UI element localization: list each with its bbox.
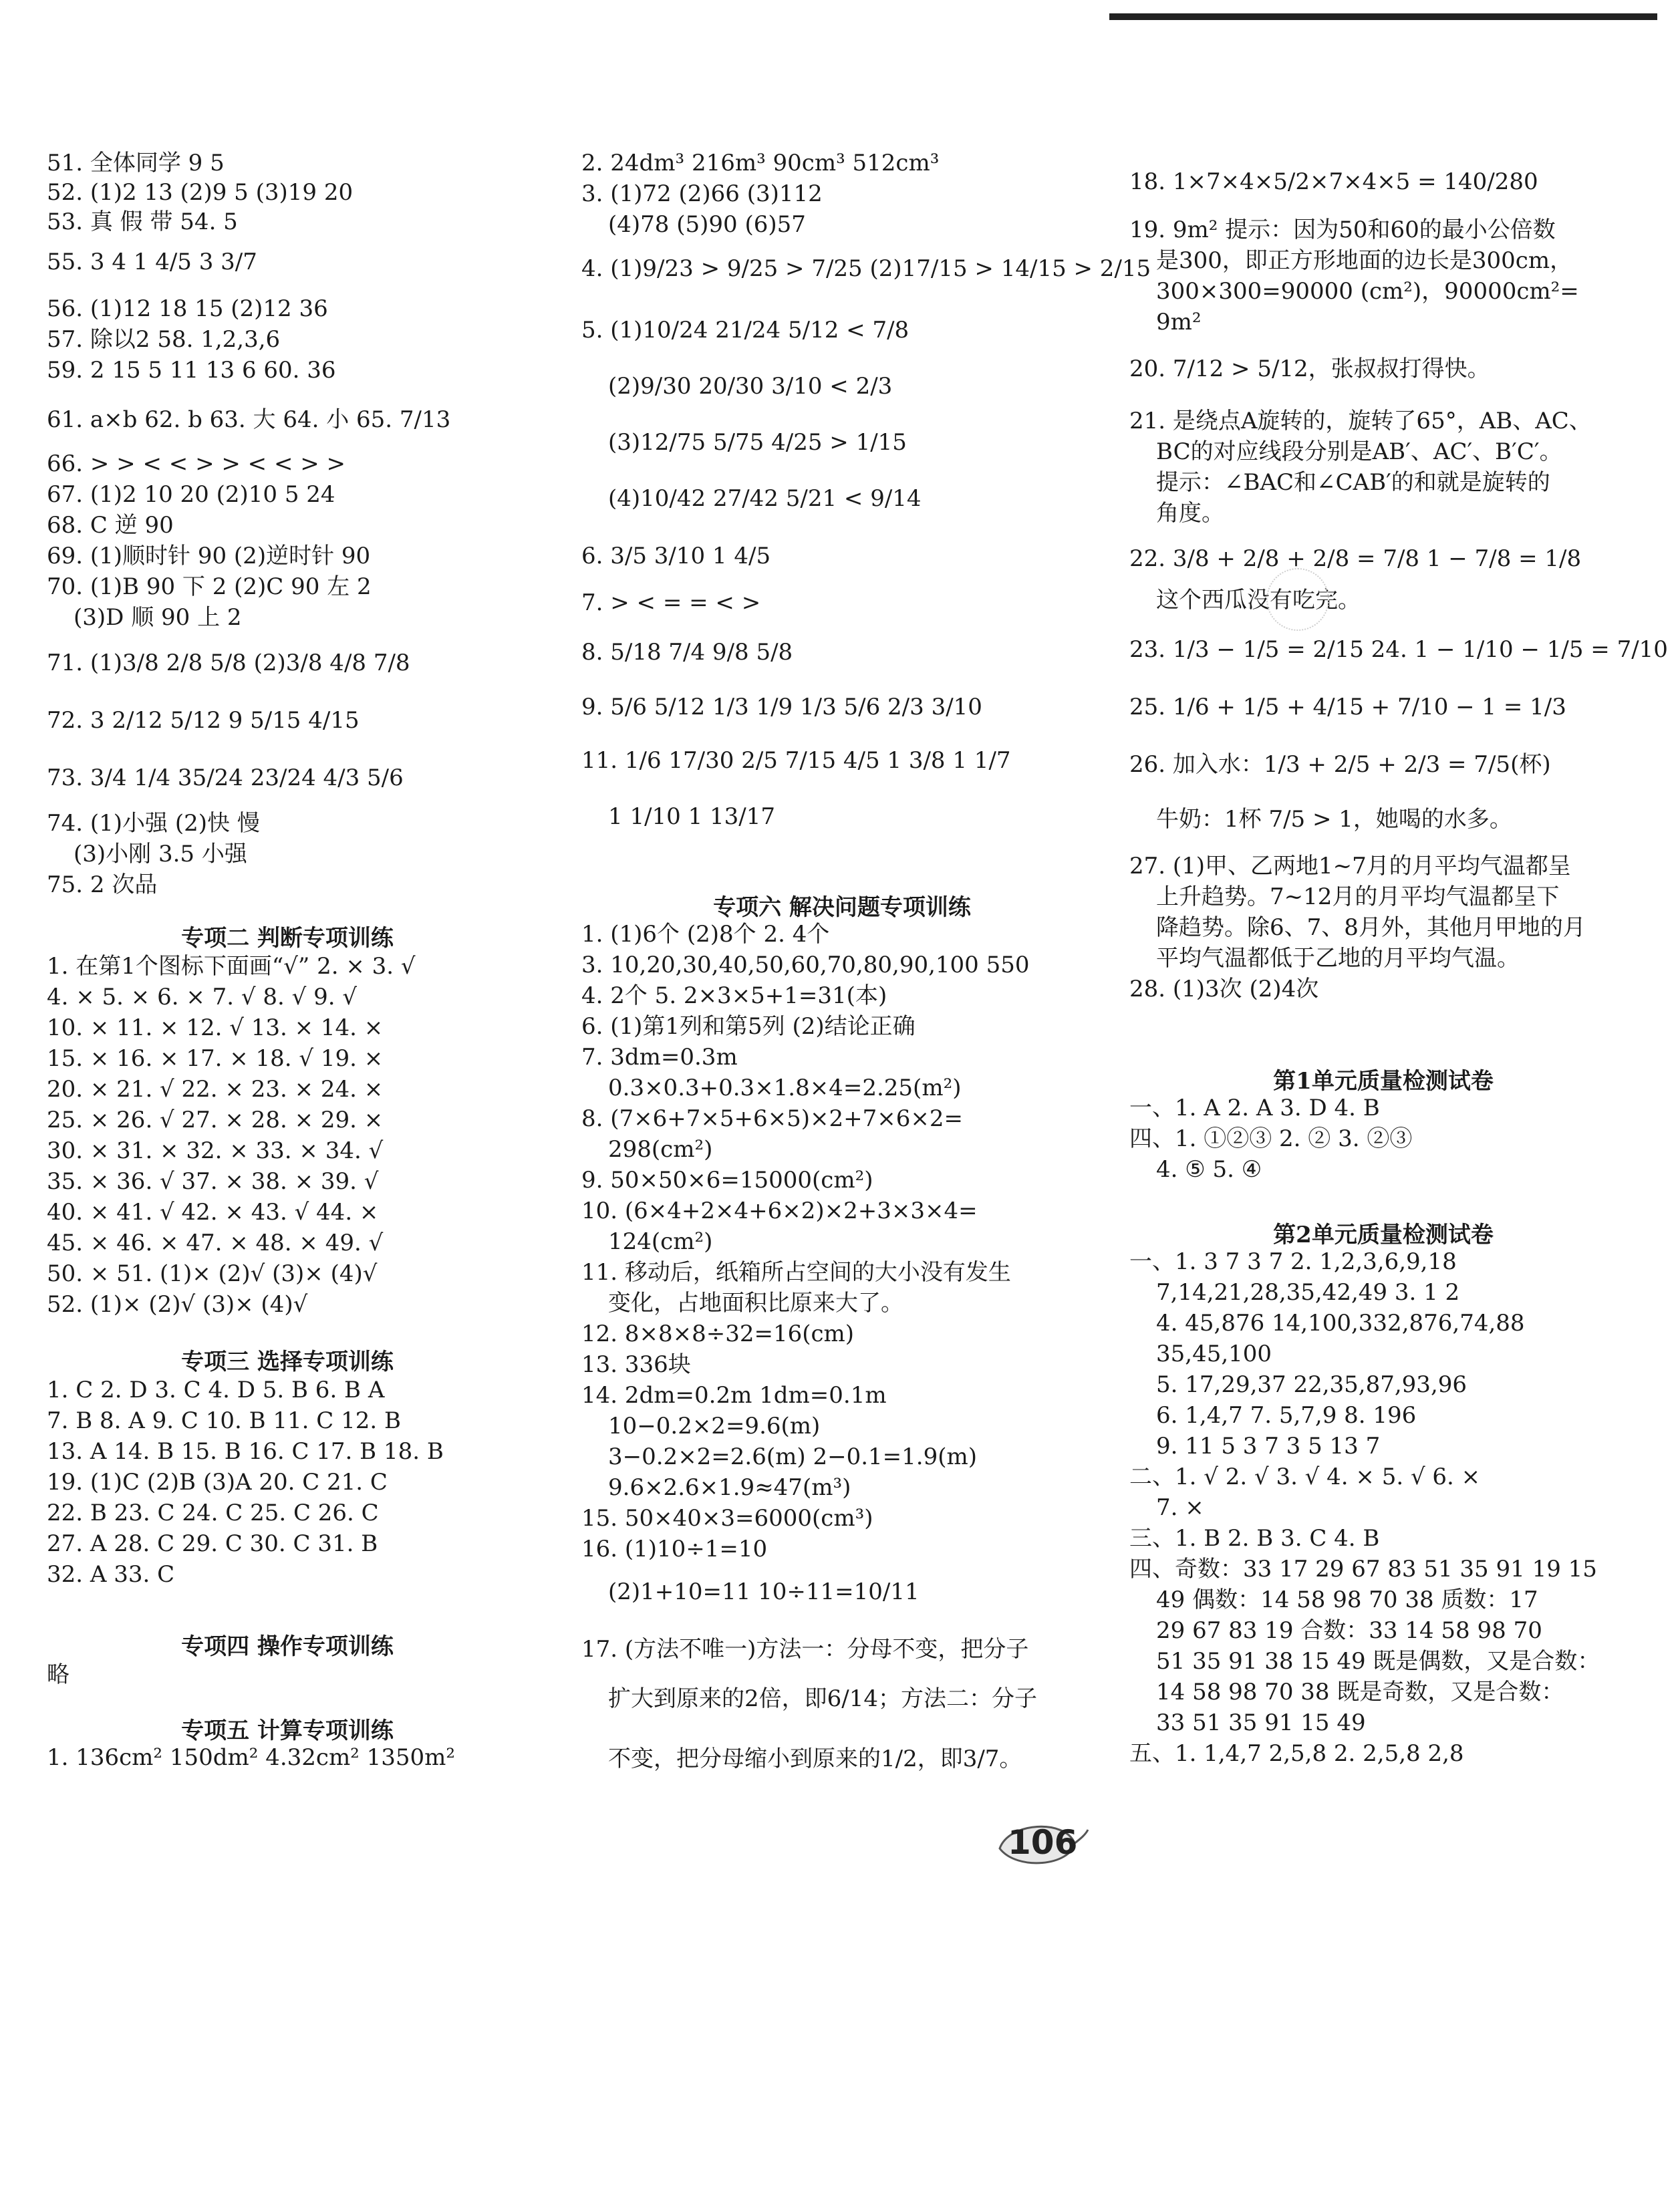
answer-line: (3)小刚 3.5 小强 <box>74 841 247 867</box>
answer-line: 是300，即正方形地面的边长是300cm， <box>1156 247 1573 274</box>
answer-line: 57. 除以2 58. 1,2,3,6 <box>47 326 281 353</box>
section-title: 专项三 选择专项训练 <box>181 1349 394 1375</box>
answer-line: 32. A 33. C <box>47 1561 175 1588</box>
answer-line: 提示：∠BAC和∠CAB′的和就是旋转的 <box>1156 469 1550 496</box>
answer-line: 10. (6×4+2×4+6×2)×2+3×3×4= <box>581 1198 978 1224</box>
answer-line: 9. 5/6 5/12 1/3 1/9 1/3 5/6 2/3 3/10 <box>581 694 982 720</box>
answer-line: 19. 9m² 提示：因为50和60的最小公倍数 <box>1129 217 1556 243</box>
answer-line: 变化，占地面积比原来大了。 <box>608 1290 903 1317</box>
answer-line: 27. (1)甲、乙两地1~7月的月平均气温都呈 <box>1129 853 1571 879</box>
answer-line: 13. A 14. B 15. B 16. C 17. B 18. B <box>47 1438 444 1465</box>
answer-line: 4. ⑤ 5. ④ <box>1156 1156 1262 1183</box>
page-number-badge <box>996 1819 1089 1873</box>
answer-line: 7. × <box>1156 1494 1204 1521</box>
answer-line: 50. × 51. (1)× (2)√ (3)× (4)√ <box>47 1260 378 1287</box>
answer-line: 5. 17,29,37 22,35,87,93,96 <box>1156 1371 1467 1398</box>
answer-line: 4. × 5. × 6. × 7. √ 8. √ 9. √ <box>47 984 357 1010</box>
answer-line: 10−0.2×2=9.6(m) <box>608 1413 821 1439</box>
answer-line: 13. 336块 <box>581 1351 691 1378</box>
answer-line: 27. A 28. C 29. C 30. C 31. B <box>47 1530 378 1557</box>
answer-line: 1. (1)6个 (2)8个 2. 4个 <box>581 921 830 948</box>
answer-line: 3. 10,20,30,40,50,60,70,80,90,100 550 <box>581 952 1030 978</box>
answer-line: 21. 是绕点A旋转的，旋转了65°，AB、AC、 <box>1129 408 1592 434</box>
header-rule <box>1109 13 1657 20</box>
answer-line: 25. 1/6 + 1/5 + 4/15 + 7/10 − 1 = 1/3 <box>1129 694 1566 720</box>
answer-line: 14 58 98 70 38 既是奇数，又是合数： <box>1156 1679 1564 1705</box>
answer-line: 三、1. B 2. B 3. C 4. B <box>1129 1525 1380 1552</box>
answer-line: 1. C 2. D 3. C 4. D 5. B 6. B A <box>47 1377 385 1403</box>
answer-line: 3−0.2×2=2.6(m) 2−0.1=1.9(m) <box>608 1443 977 1470</box>
answer-line: 角度。 <box>1156 500 1224 527</box>
answer-line: 五、1. 1,4,7 2,5,8 2. 2,5,8 2,8 <box>1129 1740 1464 1767</box>
answer-line: 5. (1)10/24 21/24 5/12 < 7/8 <box>581 317 909 343</box>
answer-line: 7. 3dm=0.3m <box>581 1044 738 1071</box>
page-number: 106 <box>1008 1823 1078 1862</box>
answer-line: (2)9/30 20/30 3/10 < 2/3 <box>608 373 893 400</box>
answer-line: 69. (1)顺时针 90 (2)逆时针 90 <box>47 543 371 569</box>
answer-line: 22. 3/8 + 2/8 + 2/8 = 7/8 1 − 7/8 = 1/8 <box>1129 545 1582 572</box>
section-title: 第1单元质量检测试卷 <box>1273 1068 1494 1095</box>
answer-line: (2)1+10=11 10÷11=10/11 <box>608 1578 920 1605</box>
answer-line: 上升趋势。7~12月的月平均气温都呈下 <box>1156 883 1560 910</box>
answer-line: 牛奶：1杯 7/5 > 1，她喝的水多。 <box>1156 806 1512 833</box>
section-title: 专项六 解决问题专项训练 <box>713 894 971 921</box>
answer-line: 22. B 23. C 24. C 25. C 26. C <box>47 1500 379 1526</box>
answer-line: 14. 2dm=0.2m 1dm=0.1m <box>581 1382 887 1409</box>
answer-line: 二、1. √ 2. √ 3. √ 4. × 5. √ 6. × <box>1129 1464 1481 1490</box>
faint-stamp-mark <box>1266 568 1329 631</box>
answer-line: 35. × 36. √ 37. × 38. × 39. √ <box>47 1168 379 1195</box>
answer-line: 9.6×2.6×1.9≈47(m³) <box>608 1474 851 1501</box>
answer-line: 12. 8×8×8÷32=16(cm) <box>581 1321 855 1347</box>
answer-line: 49 偶数：14 58 98 70 38 质数：17 <box>1156 1586 1538 1613</box>
answer-line: (4)10/42 27/42 5/21 < 9/14 <box>608 485 922 512</box>
answer-line: 7. > < = = < > <box>581 589 761 616</box>
answer-line: 124(cm²) <box>608 1228 713 1255</box>
answer-line: 33 51 35 91 15 49 <box>1156 1709 1366 1736</box>
answer-line: 4. (1)9/23 > 9/25 > 7/25 (2)17/15 > 14/15 > 2/15 <box>581 255 1151 282</box>
answer-line: 17. (方法不唯一)方法一：分母不变，把分子 <box>581 1636 1029 1663</box>
answer-line: 1. 在第1个图标下面画“√” 2. × 3. √ <box>47 953 416 980</box>
answer-line: 66. > > < < > > < < > > <box>47 450 346 477</box>
answer-line: 11. 1/6 17/30 2/5 7/15 4/5 1 3/8 1 1/7 <box>581 747 1011 774</box>
answer-line: 45. × 46. × 47. × 48. × 49. √ <box>47 1230 384 1256</box>
answer-line: 30. × 31. × 32. × 33. × 34. √ <box>47 1137 384 1164</box>
answer-line: 四、1. ①②③ 2. ② 3. ②③ <box>1129 1125 1413 1152</box>
answer-line: 降趋势。除6、7、8月外，其他月甲地的月 <box>1156 914 1586 941</box>
answer-line: 20. × 21. √ 22. × 23. × 24. × <box>47 1076 384 1103</box>
answer-line: 9. 50×50×6=15000(cm²) <box>581 1167 873 1194</box>
answer-line: 300×300=90000 (cm²)，90000cm²= <box>1156 278 1579 305</box>
answer-line: 9m² <box>1156 309 1202 335</box>
section-title: 第2单元质量检测试卷 <box>1273 1222 1494 1248</box>
answer-line: 平均气温都低于乙地的月平均气温。 <box>1156 945 1520 972</box>
answer-line: 40. × 41. √ 42. × 43. √ 44. × <box>47 1199 379 1226</box>
answer-line: 4. 2个 5. 2×3×5+1=31(本) <box>581 982 887 1009</box>
answer-line: 不变，把分母缩小到原来的1/2，即3/7。 <box>608 1746 1022 1772</box>
answer-line: 61. a×b 62. b 63. 大 64. 小 65. 7/13 <box>47 406 451 433</box>
answer-line: 35,45,100 <box>1156 1341 1272 1367</box>
answer-line: 一、1. A 2. A 3. D 4. B <box>1129 1095 1380 1121</box>
answer-line: BC的对应线段分别是AB′、AC′、B′C′。 <box>1156 438 1562 465</box>
answer-line: 略 <box>47 1661 69 1688</box>
answer-line: 67. (1)2 10 20 (2)10 5 24 <box>47 481 335 508</box>
answer-line: 6. 1,4,7 7. 5,7,9 8. 196 <box>1156 1402 1417 1429</box>
section-title: 专项四 操作专项训练 <box>181 1633 394 1660</box>
answer-line: 这个西瓜没有吃完。 <box>1156 587 1361 613</box>
answer-line: 9. 11 5 3 7 3 5 13 7 <box>1156 1433 1381 1460</box>
answer-line: 59. 2 15 5 11 13 6 60. 36 <box>47 357 336 384</box>
answer-line: 72. 3 2/12 5/12 9 5/15 4/15 <box>47 707 360 734</box>
answer-line: 4. 45,876 14,100,332,876,74,88 <box>1156 1310 1525 1337</box>
answer-line: 75. 2 次品 <box>47 871 158 898</box>
answer-line: (3)D 顺 90 上 2 <box>74 604 242 631</box>
section-title: 专项五 计算专项训练 <box>181 1717 394 1744</box>
answer-line: 6. (1)第1列和第5列 (2)结论正确 <box>581 1013 916 1040</box>
answer-line: 51. 全体同学 9 5 <box>47 150 225 176</box>
answer-line: 0.3×0.3+0.3×1.8×4=2.25(m²) <box>608 1075 962 1101</box>
answer-line: 8. (7×6+7×5+6×5)×2+7×6×2= <box>581 1105 963 1132</box>
answer-line: 298(cm²) <box>608 1136 713 1163</box>
answer-line: 1 1/10 1 13/17 <box>608 803 776 830</box>
answer-line: 7. B 8. A 9. C 10. B 11. C 12. B <box>47 1407 401 1434</box>
answer-line: 25. × 26. √ 27. × 28. × 29. × <box>47 1107 384 1133</box>
answer-line: 53. 真 假 带 54. 5 <box>47 209 238 235</box>
answer-line: 28. (1)3次 (2)4次 <box>1129 976 1319 1002</box>
answer-line: 74. (1)小强 (2)快 慢 <box>47 810 260 837</box>
answer-line: 52. (1)× (2)√ (3)× (4)√ <box>47 1291 308 1318</box>
answer-line: 19. (1)C (2)B (3)A 20. C 21. C <box>47 1469 388 1496</box>
answer-line: 15. 50×40×3=6000(cm³) <box>581 1505 873 1532</box>
answer-line: 11. 移动后，纸箱所占空间的大小没有发生 <box>581 1259 1011 1286</box>
answer-line: 四、奇数：33 17 29 67 83 51 35 91 19 15 <box>1129 1556 1597 1582</box>
answer-line: 2. 24dm³ 216m³ 90cm³ 512cm³ <box>581 150 940 176</box>
answer-line: 15. × 16. × 17. × 18. √ 19. × <box>47 1045 384 1072</box>
answer-line: 52. (1)2 13 (2)9 5 (3)19 20 <box>47 179 354 206</box>
answer-line: 一、1. 3 7 3 7 2. 1,2,3,6,9,18 <box>1129 1248 1457 1275</box>
answer-line: 3. (1)72 (2)66 (3)112 <box>581 180 823 207</box>
answer-line: 29 67 83 19 合数：33 14 58 98 70 <box>1156 1617 1542 1644</box>
answer-line: 18. 1×7×4×5/2×7×4×5 = 140/280 <box>1129 168 1538 195</box>
answer-line: 6. 3/5 3/10 1 4/5 <box>581 543 771 569</box>
answer-line: 26. 加入水：1/3 + 2/5 + 2/3 = 7/5(杯) <box>1129 751 1551 778</box>
answer-line: 16. (1)10÷1=10 <box>581 1536 768 1562</box>
answer-line: 扩大到原来的2倍，即6/14；方法二：分子 <box>608 1685 1037 1712</box>
answer-line: 56. (1)12 18 15 (2)12 36 <box>47 295 328 322</box>
answer-line: 1. 136cm² 150dm² 4.32cm² 1350m² <box>47 1744 456 1771</box>
section-title: 专项二 判断专项训练 <box>181 925 394 952</box>
answer-line: 23. 1/3 − 1/5 = 2/15 24. 1 − 1/10 − 1/5 = 7/10 <box>1129 636 1668 663</box>
answer-line: (3)12/75 5/75 4/25 > 1/15 <box>608 429 907 456</box>
answer-line: 71. (1)3/8 2/8 5/8 (2)3/8 4/8 7/8 <box>47 650 410 676</box>
answer-line: (4)78 (5)90 (6)57 <box>608 211 806 238</box>
answer-line: 8. 5/18 7/4 9/8 5/8 <box>581 639 793 666</box>
answer-line: 73. 3/4 1/4 35/24 23/24 4/3 5/6 <box>47 765 404 791</box>
answer-line: 55. 3 4 1 4/5 3 3/7 <box>47 249 257 275</box>
answer-line: 70. (1)B 90 下 2 (2)C 90 左 2 <box>47 573 372 600</box>
answer-line: 10. × 11. × 12. √ 13. × 14. × <box>47 1014 384 1041</box>
answer-line: 7,14,21,28,35,42,49 3. 1 2 <box>1156 1279 1460 1306</box>
answer-line: 51 35 91 38 15 49 既是偶数，又是合数： <box>1156 1648 1600 1675</box>
answer-line: 68. C 逆 90 <box>47 512 174 539</box>
answer-line: 20. 7/12 > 5/12，张叔叔打得快。 <box>1129 356 1490 382</box>
